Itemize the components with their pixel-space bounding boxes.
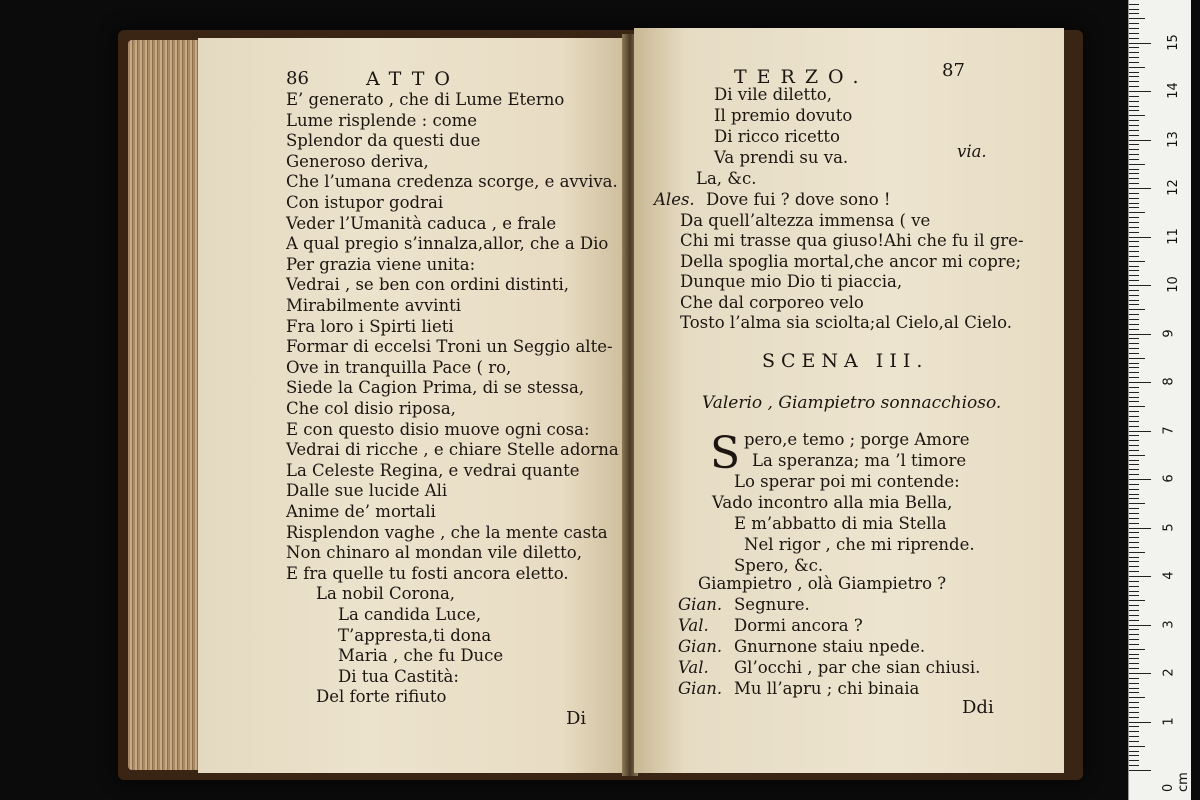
ruler-tick [1129, 702, 1139, 703]
ruler-tick [1129, 363, 1139, 364]
verse-line: La speranza; ma ’l timore [752, 451, 967, 470]
ruler-tick [1129, 280, 1139, 281]
ruler-tick [1129, 203, 1139, 204]
ruler-tick [1129, 144, 1139, 145]
ruler-tick [1129, 9, 1139, 10]
ruler-tick [1129, 557, 1139, 558]
ruler-tick [1129, 188, 1151, 189]
ruler-number: 6 [1161, 474, 1177, 483]
ruler-tick [1129, 28, 1139, 29]
ruler-tick [1129, 561, 1139, 562]
ruler-tick [1129, 484, 1139, 485]
ruler-tick [1129, 169, 1139, 170]
verse-line: Va prendi su va. [714, 148, 849, 167]
running-head: TERZO. [734, 66, 869, 88]
scene-characters: Valerio , Giampietro sonnacchioso. [702, 393, 1002, 413]
ruler-tick [1129, 445, 1139, 446]
ruler-tick [1129, 62, 1139, 63]
ruler-tick [1129, 707, 1139, 708]
verse-line: Tosto l’alma sia sciolta;al Cielo,al Cielo. [680, 313, 1013, 332]
ruler-tick [1129, 571, 1139, 572]
verse-line: La Celeste Regina, e vedrai quante [286, 460, 580, 480]
verse-line: Generoso deriva, [286, 151, 429, 171]
verse-line: Gl’occhi , par che sian chiusi. [734, 658, 981, 677]
ruler-tick [1129, 663, 1139, 664]
verse-line: La nobil Corona, [316, 584, 456, 604]
ruler-tick [1129, 343, 1139, 344]
ruler-tick [1129, 610, 1139, 611]
ruler-tick [1129, 537, 1139, 538]
ruler-tick [1129, 498, 1139, 499]
verse-line: Dalle sue lucide Ali [286, 481, 448, 501]
verse-line: Di tua Castità: [338, 666, 459, 686]
ruler-number: 5 [1161, 522, 1177, 532]
verse-line: Dormi ancora ? [734, 616, 863, 635]
ruler-tick [1129, 469, 1139, 470]
verse-line: Di ricco ricetto [714, 127, 840, 146]
verse-line: Nel rigor , che mi riprende. [744, 535, 975, 554]
ruler-tick [1129, 304, 1139, 305]
ruler-tick [1129, 106, 1139, 107]
verse-line: Formar di eccelsi Troni un Seggio alte- [286, 337, 613, 357]
ruler-tick [1129, 76, 1139, 77]
ruler-tick [1129, 72, 1139, 73]
ruler-tick [1129, 290, 1139, 291]
verse-line: Segnure. [734, 595, 810, 614]
verse-line: Dove fui ? dove sono ! [706, 190, 891, 209]
ruler-tick [1129, 256, 1139, 257]
ruler-tick [1129, 644, 1139, 645]
ruler-tick [1129, 528, 1151, 529]
verse-line: Lo sperar poi mi contende: [734, 472, 960, 491]
ruler-tick [1129, 183, 1139, 184]
verse-line: Mirabilmente avvinti [286, 296, 461, 315]
ruler-tick [1129, 67, 1145, 68]
ruler-tick [1129, 101, 1139, 102]
ruler-tick [1129, 159, 1139, 160]
measurement-ruler [1128, 0, 1191, 800]
verse-line: Vado incontro alla mia Bella, [712, 493, 953, 512]
ruler-number: 12 [1165, 179, 1181, 196]
ruler-tick [1129, 125, 1139, 126]
ruler-tick [1129, 513, 1139, 514]
speaker-label: Gian. [678, 679, 723, 698]
ruler-tick [1129, 334, 1151, 335]
ruler-tick [1129, 731, 1139, 732]
ruler-tick [1129, 668, 1139, 669]
ruler-tick [1129, 440, 1139, 441]
ruler-tick [1129, 96, 1139, 97]
ruler-unit-label: 0 cm [1161, 772, 1191, 792]
ruler-tick [1129, 33, 1139, 34]
ruler-number: 7 [1161, 425, 1177, 435]
ruler-tick [1129, 4, 1139, 5]
ruler-tick [1129, 261, 1145, 262]
ruler-tick [1129, 460, 1139, 461]
ruler-tick [1129, 683, 1139, 684]
ruler-tick [1129, 760, 1139, 761]
verse-line: Spero, &c. [734, 556, 824, 575]
verse-line: Vedrai , se ben con ordini distinti, [286, 275, 569, 295]
ruler-tick [1129, 222, 1139, 223]
ruler-tick [1129, 372, 1139, 373]
ruler-tick [1129, 625, 1151, 626]
ruler-tick [1129, 746, 1145, 747]
ruler-tick [1129, 358, 1145, 359]
ruler-tick [1129, 314, 1139, 315]
ruler-number: 14 [1165, 82, 1181, 99]
ruler-tick [1129, 464, 1139, 465]
verse-line: Della spoglia mortal,che ancor mi copre; [680, 251, 1022, 271]
ruler-tick [1129, 523, 1139, 524]
ruler-tick [1129, 319, 1139, 320]
ruler-tick [1129, 406, 1145, 407]
ruler-tick [1129, 149, 1139, 150]
ruler-tick [1129, 600, 1145, 601]
ruler-tick [1129, 237, 1151, 238]
ruler-tick [1129, 217, 1139, 218]
ruler-tick [1129, 489, 1139, 490]
ruler-number: 10 [1165, 276, 1181, 293]
ruler-tick [1129, 300, 1139, 301]
speaker-label: Val. [678, 658, 709, 677]
ruler-tick [1129, 91, 1151, 92]
ruler-tick [1129, 450, 1139, 451]
ruler-tick [1129, 503, 1145, 504]
verse-line: Fra loro i Spirti lieti [286, 316, 454, 336]
catchword: Di [566, 708, 587, 729]
verse-line: E’ generato , che di Lume Eterno [286, 90, 565, 109]
verse-line: Ove in tranquilla Pace ( ro, [286, 357, 512, 377]
ruler-tick [1129, 649, 1145, 650]
verse-line: Risplendon vaghe , che la mente casta [286, 522, 608, 542]
ruler-tick [1129, 411, 1139, 412]
verse-line: Del forte rifiuto [316, 687, 447, 707]
ruler-tick [1129, 736, 1139, 737]
ruler-tick [1129, 251, 1139, 252]
ruler-tick [1129, 673, 1151, 674]
ruler-tick [1129, 207, 1139, 208]
ruler-tick [1129, 275, 1139, 276]
verse-line: Non chinaro al mondan vile diletto, [286, 543, 582, 563]
ruler-tick [1129, 722, 1151, 723]
ruler-tick [1129, 295, 1139, 296]
ruler-tick [1129, 678, 1139, 679]
ruler-number: 3 [1161, 619, 1177, 629]
ruler-tick [1129, 38, 1139, 39]
verse-line: Dunque mio Dio ti piaccia, [680, 272, 903, 291]
ruler-tick [1129, 751, 1139, 752]
running-head: ATTO [366, 68, 460, 90]
ruler-tick [1129, 110, 1139, 111]
ruler-tick [1129, 479, 1151, 480]
ruler-tick [1129, 401, 1139, 402]
ruler-tick [1129, 135, 1139, 136]
verse-line: Chi mi trasse qua giuso!Ahi che fu il gre- [680, 231, 1024, 250]
ruler-tick [1129, 266, 1139, 267]
verse-line: Veder l’Umanità caduca , e frale [286, 213, 557, 233]
ruler-tick [1129, 639, 1139, 640]
verse-line: E con questo disio muove ogni cosa: [286, 419, 590, 439]
left-page [198, 38, 626, 773]
ruler-tick [1129, 270, 1139, 271]
ruler-tick [1129, 455, 1145, 456]
speaker-label: Gian. [678, 637, 723, 656]
ruler-tick [1129, 581, 1139, 582]
verse-line: Il premio dovuto [714, 106, 853, 125]
ruler-tick [1129, 595, 1139, 596]
ruler-tick [1129, 712, 1139, 713]
ruler-tick [1129, 552, 1145, 553]
verse-line: Lume risplende : come [286, 110, 478, 130]
verse-line: Giampietro , olà Giampietro ? [698, 574, 947, 593]
verse-line: Che l’umana credenza scorge, e avviva. [286, 172, 618, 192]
ruler-tick [1129, 47, 1139, 48]
verse-line: Che dal corporeo velo [680, 292, 864, 312]
ruler-tick [1129, 629, 1139, 630]
verse-line: A qual pregio s’innalza,allor, che a Dio [286, 234, 609, 254]
ruler-tick [1129, 576, 1151, 577]
ruler-tick [1129, 688, 1139, 689]
ruler-tick [1129, 81, 1139, 82]
ruler-tick [1129, 43, 1151, 44]
ruler-tick [1129, 508, 1139, 509]
ruler-tick [1129, 120, 1139, 121]
ruler-tick [1129, 692, 1139, 693]
ruler-number: 4 [1161, 571, 1177, 580]
ruler-tick [1129, 387, 1139, 388]
ruler-tick [1129, 329, 1139, 330]
ruler-tick [1129, 494, 1139, 495]
ruler-tick [1129, 697, 1145, 698]
ruler-tick [1129, 755, 1139, 756]
ruler-tick [1129, 52, 1139, 53]
ruler-tick [1129, 435, 1139, 436]
ruler-tick [1129, 227, 1139, 228]
ruler-tick [1129, 338, 1139, 339]
ruler-tick [1129, 765, 1139, 766]
ruler-number: 8 [1161, 377, 1177, 386]
ruler-tick [1129, 770, 1151, 771]
verse-line: Splendor da questi due [286, 131, 481, 151]
ruler-number: 9 [1161, 328, 1177, 338]
ruler-tick [1129, 353, 1139, 354]
speaker-label: Gian. [678, 595, 723, 614]
verse-line: Siede la Cagion Prima, di se stessa, [286, 378, 585, 398]
ruler-tick [1129, 726, 1139, 727]
verse-line: E fra quelle tu fosti ancora eletto. [286, 563, 569, 583]
ruler-tick [1129, 717, 1139, 718]
ruler-tick [1129, 591, 1139, 592]
ruler-tick [1129, 178, 1139, 179]
verse-line: Con istupor godrai [286, 193, 444, 212]
ruler-tick [1129, 542, 1139, 543]
ruler-tick [1129, 658, 1139, 659]
catchword: Ddi [962, 697, 994, 718]
verse-line: Mu ll’apru ; chi binaia [734, 679, 920, 698]
ruler-tick [1129, 212, 1145, 213]
ruler-number: 1 [1161, 716, 1177, 726]
ruler-tick [1129, 241, 1139, 242]
ruler-tick [1129, 193, 1139, 194]
ruler-tick [1129, 246, 1139, 247]
ruler-tick [1129, 421, 1139, 422]
ruler-tick [1129, 115, 1145, 116]
ruler-tick [1129, 431, 1151, 432]
ruler-tick [1129, 382, 1151, 383]
page-number: 86 [286, 68, 309, 89]
verse-line: Anime de’ mortali [286, 502, 436, 521]
ruler-tick [1129, 634, 1139, 635]
verse-line: La, &c. [696, 169, 757, 188]
ruler-tick [1129, 547, 1139, 548]
ruler-tick [1129, 367, 1139, 368]
ruler-tick [1129, 18, 1145, 19]
ruler-tick [1129, 377, 1139, 378]
scene-title: SCENA III. [762, 350, 929, 372]
ruler-tick [1129, 741, 1139, 742]
verse-line: Gnurnone staiu npede. [734, 637, 926, 656]
ruler-tick [1129, 232, 1139, 233]
verse-line: La candida Luce, [338, 605, 482, 624]
ruler-tick [1129, 615, 1139, 616]
stage-direction: via. [957, 142, 987, 161]
ruler-tick [1129, 324, 1139, 325]
ruler-tick [1129, 285, 1151, 286]
drop-cap: S [710, 428, 741, 479]
ruler-tick [1129, 397, 1139, 398]
page-number: 87 [942, 60, 965, 81]
ruler-tick [1129, 392, 1139, 393]
ruler-tick [1129, 532, 1139, 533]
ruler-tick [1129, 474, 1139, 475]
speaker-label: Val. [678, 616, 709, 635]
verse-line: pero,e temo ; porge Amore [744, 430, 970, 449]
ruler-tick [1129, 23, 1139, 24]
ruler-tick [1129, 426, 1139, 427]
ruler-tick [1129, 140, 1151, 141]
speaker-label: Ales. [654, 190, 695, 209]
verse-line: E m’abbatto di mia Stella [734, 514, 947, 533]
ruler-tick [1129, 654, 1139, 655]
ruler-tick [1129, 13, 1139, 14]
ruler-tick [1129, 416, 1139, 417]
ruler-tick [1129, 566, 1139, 567]
ruler-number: 13 [1165, 130, 1181, 148]
right-page [634, 28, 1064, 773]
ruler-tick [1129, 620, 1139, 621]
ruler-tick [1129, 586, 1139, 587]
ruler-tick [1129, 164, 1145, 165]
ruler-tick [1129, 309, 1145, 310]
ruler-tick [1129, 348, 1139, 349]
ruler-tick [1129, 198, 1139, 199]
verse-line: Maria , che fu Duce [338, 646, 504, 666]
ruler-tick [1129, 173, 1139, 174]
ruler-tick [1129, 605, 1139, 606]
ruler-tick [1129, 86, 1139, 87]
ruler-tick [1129, 154, 1139, 155]
verse-line: Vedrai di ricche , e chiare Stelle adorna [286, 440, 619, 460]
ruler-tick [1129, 130, 1139, 131]
ruler-number: 15 [1165, 33, 1181, 51]
verse-line: Per grazia viene unita: [286, 254, 476, 274]
verse-line: Da quell’altezza immensa ( ve [680, 210, 931, 230]
verse-line: Che col disio riposa, [286, 399, 456, 418]
verse-line: T’appresta,ti dona [338, 625, 492, 645]
ruler-tick [1129, 57, 1139, 58]
ruler-number: 2 [1161, 668, 1177, 677]
verse-line: Di vile diletto, [714, 85, 832, 104]
ruler-number: 11 [1165, 227, 1181, 245]
ruler-tick [1129, 518, 1139, 519]
